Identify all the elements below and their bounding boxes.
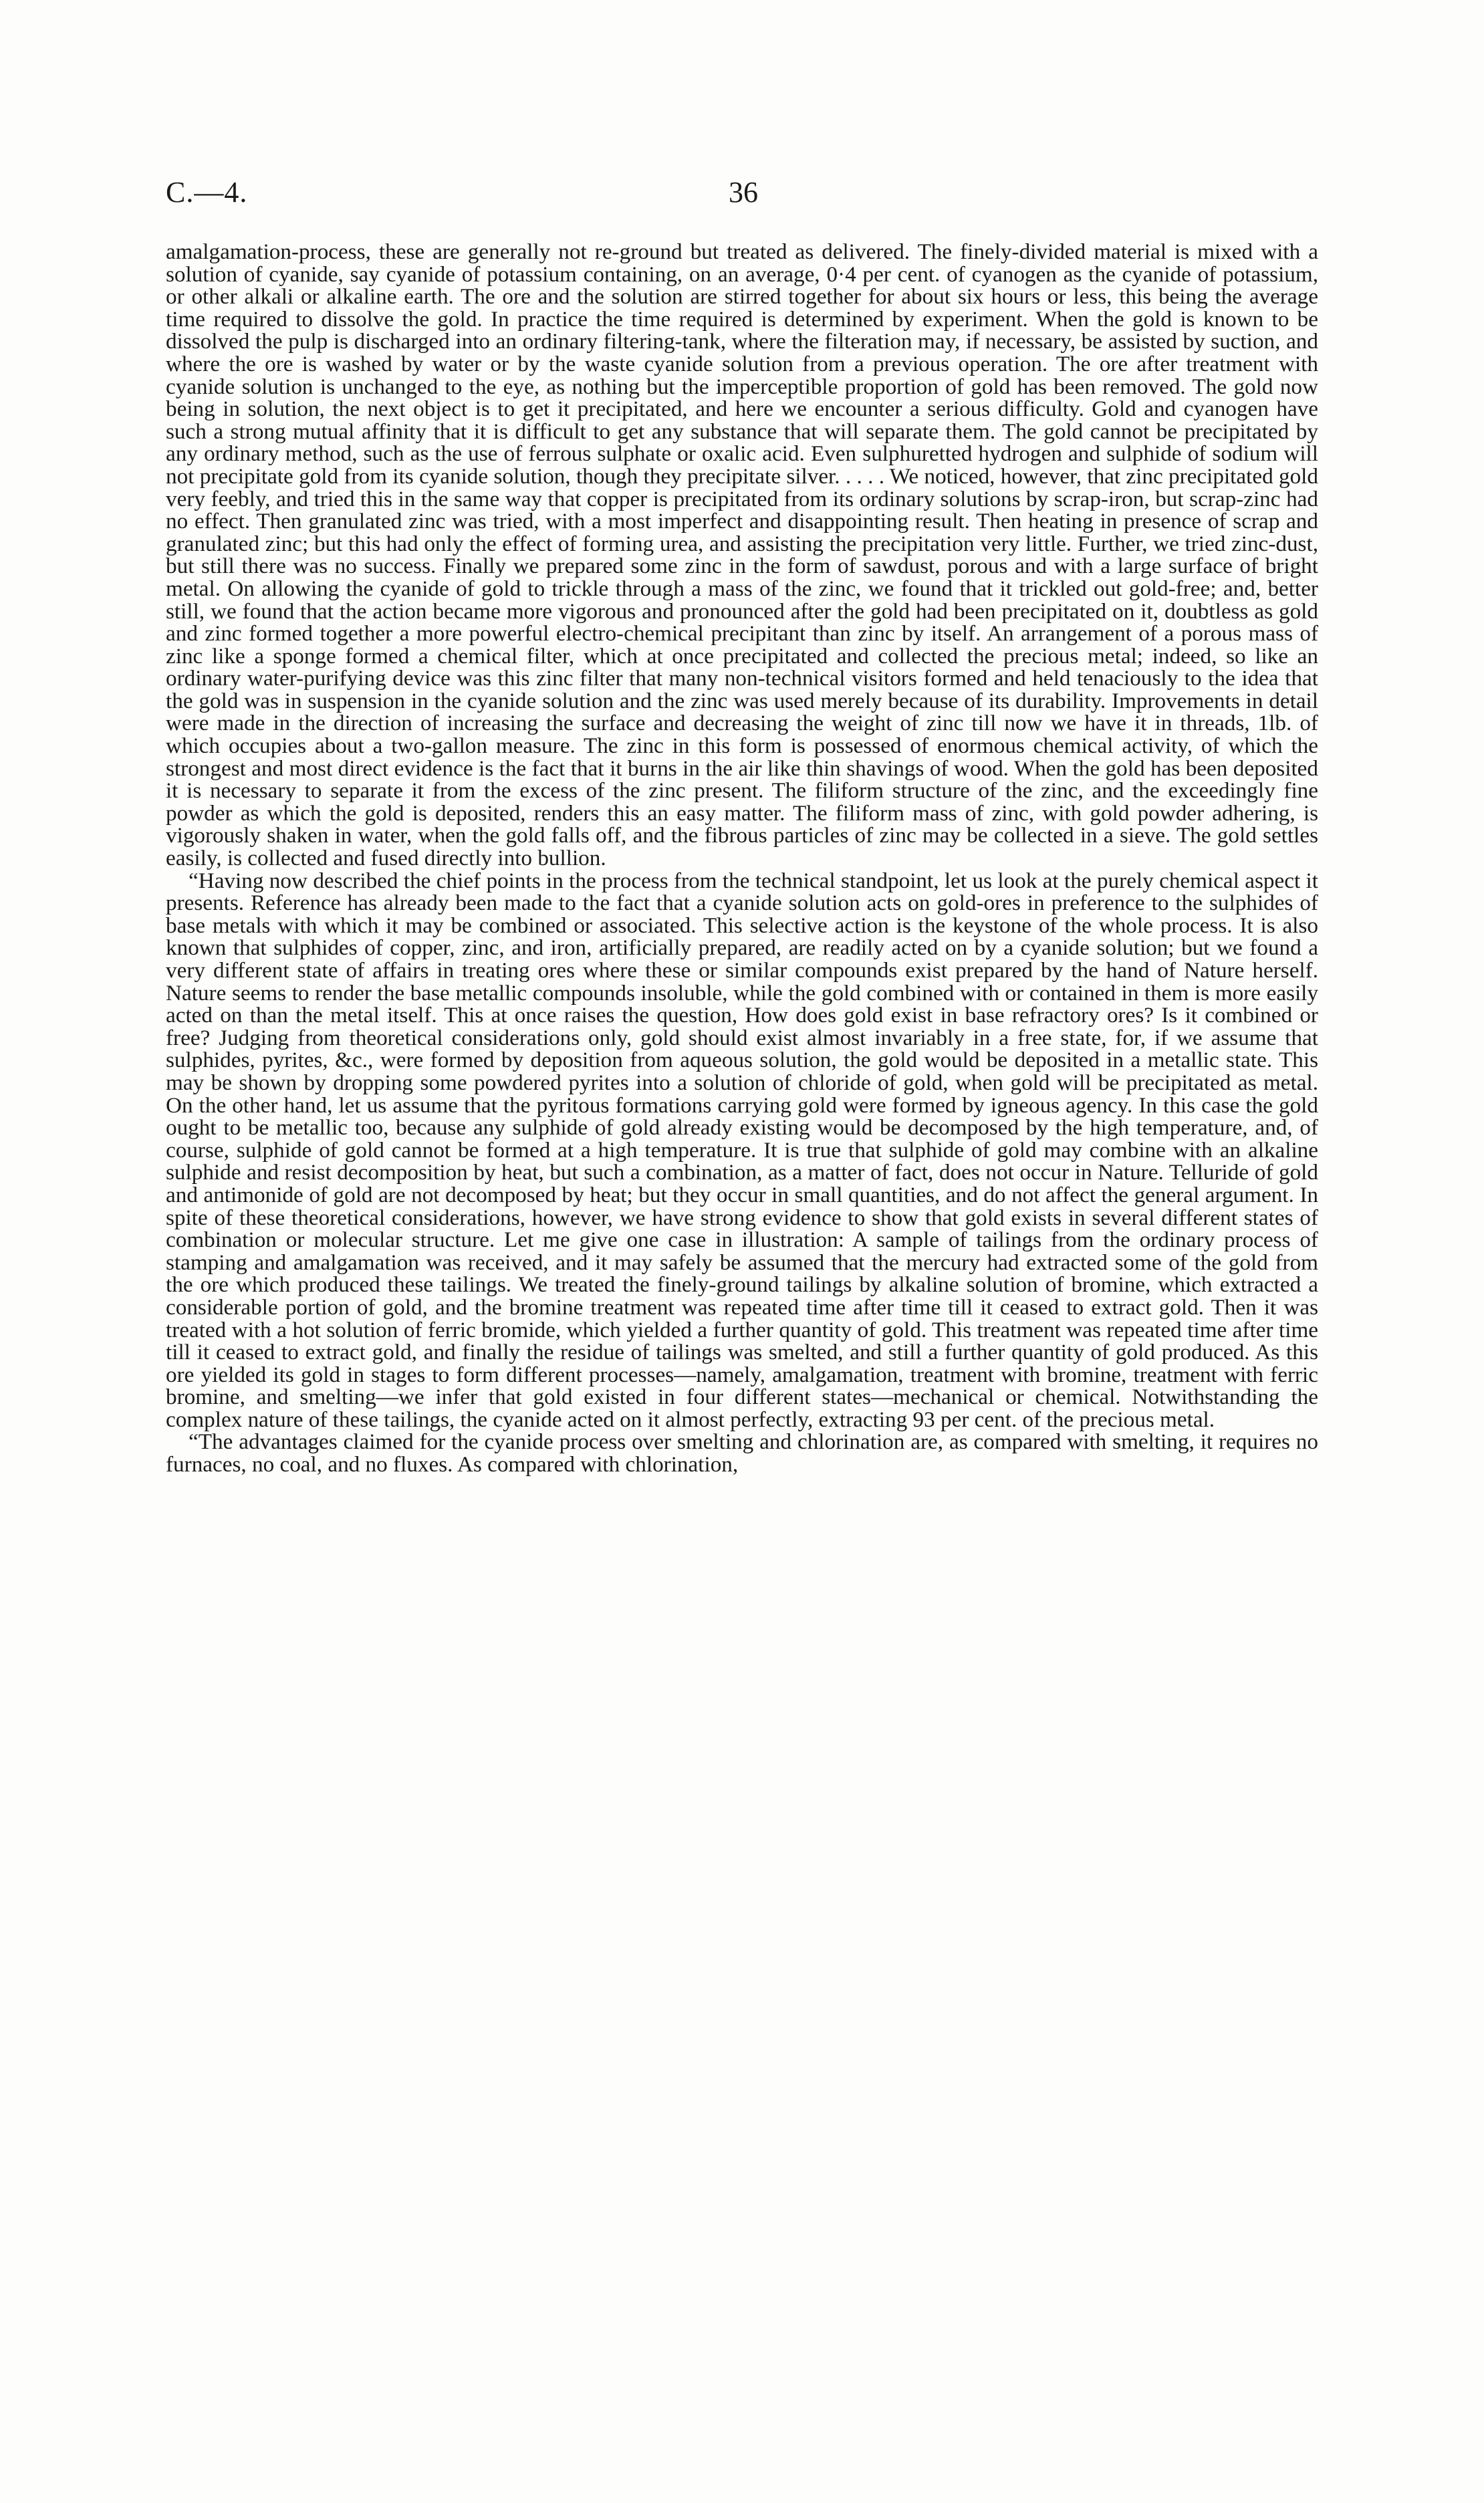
document-code: C.—4. bbox=[166, 176, 248, 209]
page-number: 36 bbox=[729, 176, 758, 209]
page-header bbox=[166, 175, 1318, 215]
paragraph-chemical-aspect: “Having now described the chief points in the process from the technical standpoint, let us look at the purely chemical aspect it presents. Reference has already been made to the fact that a cyanide solution acts on gold-ores in preference to the sulphides of base metals with which it may be combined or associated. This selective action is the keystone of the whole process. It is also known that sulphides of copper, zinc, and iron, artificially prepared, are readily acted on by a cyanide solution; but we found a very different state of affairs in treating ores where these or similar compounds exist prepared by the hand of Nature herself. Nature seems to render the base metallic compounds insoluble, while the gold combined with or contained in them is more easily acted on than the metal itself. This at once raises the question, How does gold exist in base refractory ores? Is it combined or free? Judging from theoretical considerations only, gold should exist almost invariably in a free state, for, if we assume that sulphides, pyrites, &c., were formed by deposition from aqueous solution, the gold would be deposited in a metallic state. This may be shown by dropping some powdered pyrites into a solution of chloride of gold, when gold will be precipitated as metal. On the other hand, let us assume that the pyritous formations carrying gold were formed by igneous agency. In this case the gold ought to be metallic too, because any sulphide of gold already existing would be decomposed by the high temperature, and, of course, sulphide of gold cannot be formed at a high temperature. It is true that sulphide of gold may combine with an alkaline sulphide and resist decomposition by heat, but such a combination, as a matter of fact, does not occur in Nature. Telluride of gold and antimonide of gold are not decomposed by heat; but they occur in small quantities, and do not affect the general argument. In spite of these theoretical considerations, however, we have strong evidence to show that gold exists in several different states of combination or molecular structure. Let me give one case in illustration: A sample of tailings from the ordinary process of stamping and amalgamation was received, and it may safely be assumed that the mercury had extracted some of the gold from the ore which produced these tailings. We treated the finely-ground tailings by alkaline solution of bromine, which extracted a considerable portion of gold, and the bromine treatment was repeated time after time till it ceased to extract gold. Then it was treated with a hot solution of ferric bromide, which yielded a further quantity of gold. This treatment was repeated time after time till it ceased to extract gold, and finally the residue of tailings was smelted, and still a further quantity of gold produced. As this ore yielded its gold in stages to form different processes—namely, amalgamation, treatment with bromine, treatment with ferric bromine, and smelting—we infer that gold existed in four different states—mechanical or chemical. Notwithstanding the complex nature of these tailings, the cyanide acted on it almost perfectly, extracting 93 per cent. of the precious metal. bbox=[166, 868, 1318, 1432]
body-text bbox=[166, 241, 1318, 1476]
paragraph-cyanide-process: amalgamation-process, these are generally not re-ground but treated as delivered. The finely-divided material is mixed with a solution of cyanide, say cyanide of potassium containing, on an average, 0·4 per cent. of cyanogen as the cyanide of potassium, or other alkali or alkaline earth. The ore and the solution are stirred together for about six hours or less, this being the average time required to dissolve the gold. In practice the time required is determined by experiment. When the gold is known to be dissolved the pulp is discharged into an ordinary filtering-tank, where the filteration may, if necessary, be assisted by suction, and where the ore is washed by water or by the waste cyanide solution from a previous operation. The ore after treatment with cyanide solution is unchanged to the eye, as nothing but the imperceptible proportion of gold has been removed. The gold now being in solution, the next object is to get it precipitated, and here we encounter a serious difficulty. Gold and cyanogen have such a strong mutual affinity that it is difficult to get any substance that will separate them. The gold cannot be precipitated by any ordinary method, such as the use of ferrous sulphate or oxalic acid. Even sulphuretted hydrogen and sulphide of sodium will not precipitate gold from its cyanide solution, though they precipitate silver. . . . . We noticed, however, that zinc precipitated gold very feebly, and tried this in the same way that copper is precipitated from its ordinary solutions by scrap-iron, but scrap-zinc had no effect. Then granulated zinc was tried, with a most imperfect and disappointing result. Then heating in presence of scrap and granulated zinc; but this had only the effect of forming urea, and assisting the precipitation very little. Further, we tried zinc-dust, but still there was no success. Finally we prepared some zinc in the form of sawdust, porous and with a large surface of bright metal. On allowing the cyanide of gold to trickle through a mass of the zinc, we found that it trickled out gold-free; and, better still, we found that the action became more vigorous and pronounced after the gold had been precipitated on it, doubtless as gold and zinc formed together a more powerful electro-chemical precipitant than zinc by itself. An arrangement of a porous mass of zinc like a sponge formed a chemical filter, which at once precipitated and collected the precious metal; indeed, so like an ordinary water-purifying device was this zinc filter that many non-technical visitors formed and held tenaciously to the idea that the gold was in suspension in the cyanide solution and the zinc was used merely because of its durability. Improvements in detail were made in the direction of increasing the surface and decreasing the weight of zinc till now we have it in threads, 1lb. of which occupies about a two-gallon measure. The zinc in this form is possessed of enormous chemical activity, of which the strongest and most direct evidence is the fact that it burns in the air like thin shavings of wood. When the gold has been deposited it is necessary to separate it from the excess of the zinc present. The filiform structure of the zinc, and the exceedingly fine powder as which the gold is deposited, renders this an easy matter. The filiform mass of zinc, with gold powder adhering, is vigorously shaken in water, when the gold falls off, and the fibrous particles of zinc may be collected in a sieve. The gold settles easily, is collected and fused directly into bullion. bbox=[166, 239, 1318, 871]
paragraph-advantages: “The advantages claimed for the cyanide process over smelting and chlorination are, as compared with smelting, it requires no furnaces, no coal, and no fluxes. As compared with chlorination, bbox=[166, 1429, 1318, 1477]
